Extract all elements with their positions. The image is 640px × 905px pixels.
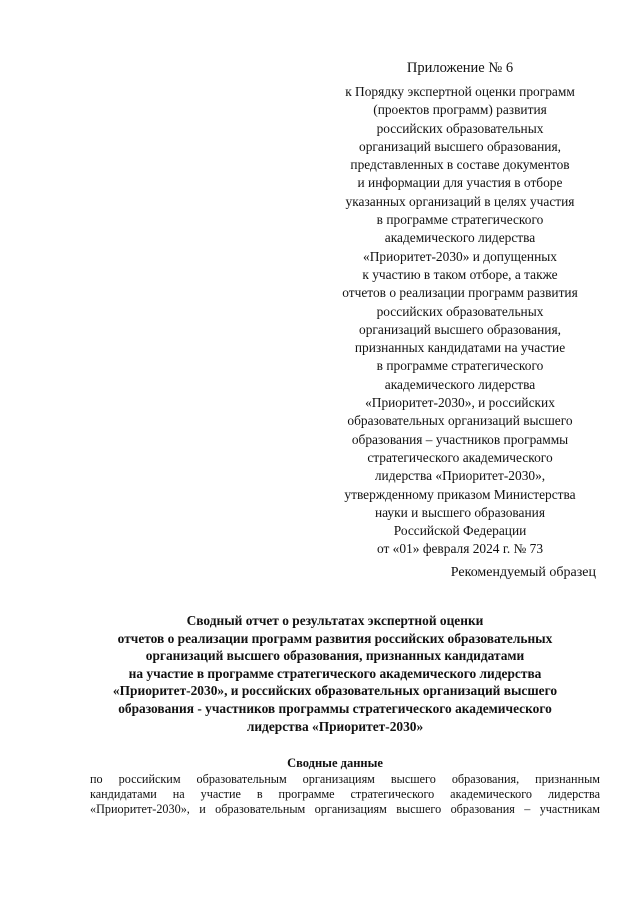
appendix-line: признанных кандидатами на участие — [354, 340, 566, 356]
summary-line: по российским образовательным организациям высшего образования, признанным — [90, 772, 600, 786]
appendix-line: Российской Федерации — [393, 523, 527, 539]
summary-line: «Приоритет-2030», и образовательным организациям высшего образования – участникам — [90, 802, 600, 817]
appendix-line: образовательных организаций высшего — [347, 413, 573, 429]
appendix-line: лидерства «Приоритет-2030», — [374, 468, 546, 484]
appendix-line: и информации для участия в отборе — [357, 175, 563, 191]
appendix-line: образования – участников программы — [351, 431, 569, 447]
appendix-line: от «01» февраля 2024 г. № 73 — [376, 541, 544, 557]
appendix-line: организаций высшего образования, — [359, 138, 561, 154]
appendix-line: российских образовательных — [376, 303, 544, 319]
appendix-line: в программе стратегического — [376, 358, 544, 374]
report-title-line: лидерства «Приоритет-2030» — [246, 718, 424, 734]
appendix-line: российских образовательных — [376, 120, 544, 136]
summary-heading: Сводные данные — [287, 756, 383, 770]
report-title-line: организаций высшего образования, признанных кандидатами — [145, 648, 525, 664]
appendix-line: науки и высшего образования — [374, 504, 545, 520]
appendix-line: стратегического академического — [367, 449, 553, 465]
appendix-reference-text — [320, 83, 600, 559]
appendix-number: Приложение № 6 — [406, 60, 514, 76]
appendix-line: утвержденному приказом Министерства — [344, 486, 576, 502]
appendix-line: указанных организаций в целях участия — [345, 193, 575, 209]
appendix-line: «Приоритет-2030», и российских — [365, 395, 555, 411]
report-title-line: отчетов о реализации программ развития российских образовательных — [117, 630, 553, 646]
report-title-line: образования - участников программы стратегического академического — [118, 700, 552, 716]
appendix-line: отчетов о реализации программ развития — [342, 285, 578, 301]
appendix-line: представленных в составе документов — [350, 157, 570, 173]
appendix-line: «Приоритет-2030» и допущенных — [363, 248, 557, 264]
summary-line: кандидатами на участие в программе стратегического академического лидерства — [90, 787, 600, 802]
appendix-line: (проектов программ) развития — [373, 102, 547, 118]
report-title-line: на участие в программе стратегического академического лидерства — [128, 665, 542, 681]
appendix-line: академического лидерства — [384, 376, 536, 392]
report-title-line: Сводный отчет о результатах экспертной оценки — [186, 613, 484, 628]
appendix-line: организаций высшего образования, — [359, 321, 561, 337]
appendix-line: академического лидерства — [384, 230, 536, 246]
report-title-line: «Приоритет-2030», и российских образовательных организаций высшего — [112, 683, 558, 699]
report-title — [70, 612, 600, 735]
recommended-sample-label: Рекомендуемый образец — [450, 565, 596, 580]
appendix-line: к Порядку экспертной оценки программ — [345, 84, 575, 99]
appendix-line: к участию в таком отборе, а также — [362, 266, 558, 282]
appendix-line: в программе стратегического — [376, 212, 544, 228]
summary-text — [90, 772, 600, 818]
